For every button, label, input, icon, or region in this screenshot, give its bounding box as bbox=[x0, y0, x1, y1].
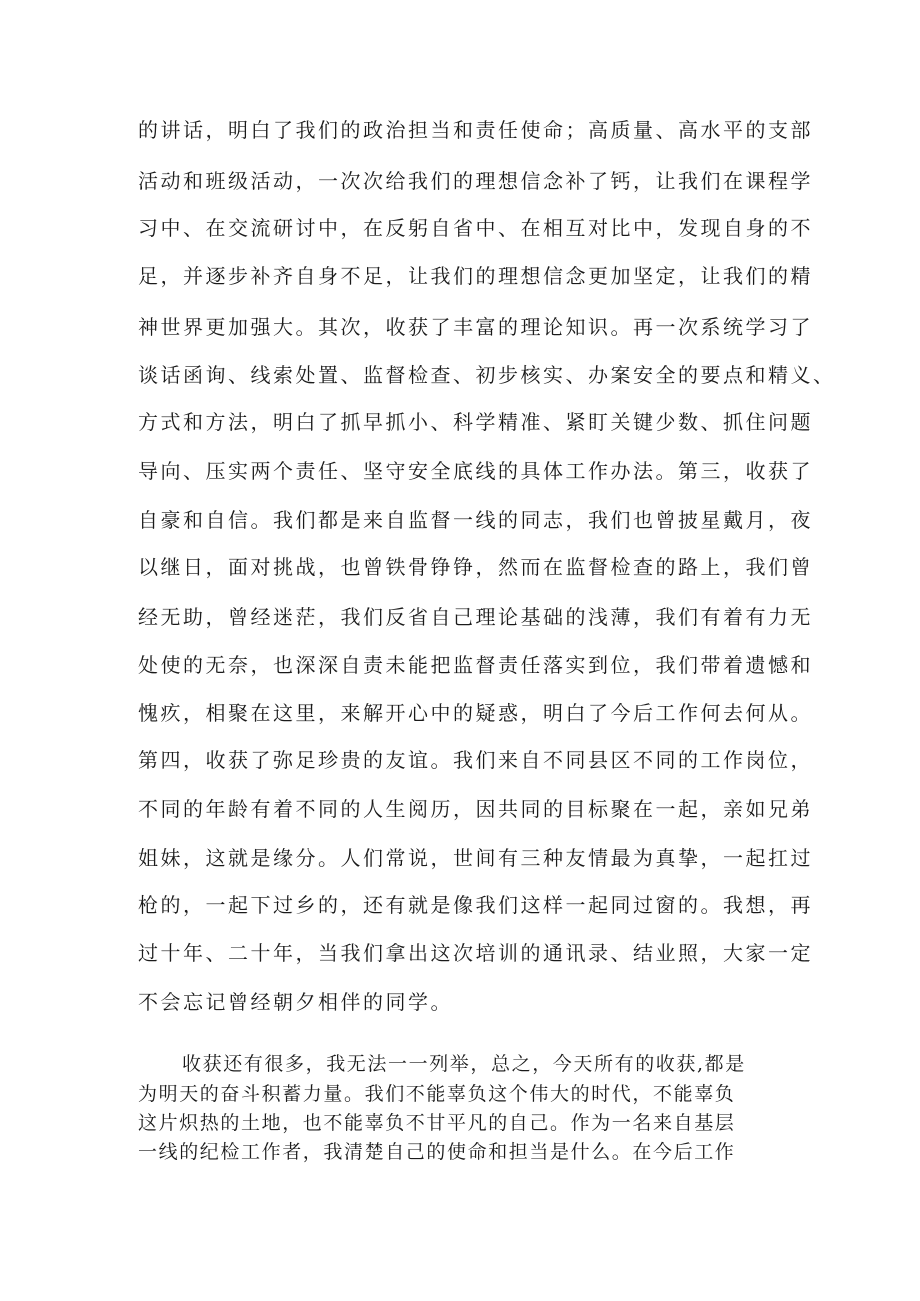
text-line: 收获还有很多，我无法一一列举，总之，今天所有的收获,都是 bbox=[182, 1053, 746, 1075]
text-line: 枪的，一起下过乡的，还有就是像我们这样一起同过窗的。我想，再 bbox=[138, 893, 813, 917]
text-line: 足，并逐步补齐自身不足，让我们的理想信念更加坚定，让我们的精 bbox=[138, 264, 813, 288]
text-line: 不同的年龄有着不同的人生阅历，因共同的目标聚在一起，亲如兄弟 bbox=[138, 797, 813, 821]
text-line: 以继日，面对挑战，也曾铁骨铮铮，然而在监督检查的路上，我们曾 bbox=[138, 555, 813, 579]
text-line: 经无助，曾经迷茫，我们反省自己理论基础的浅薄，我们有着有力无 bbox=[138, 605, 813, 629]
text-line: 为明天的奋斗积蓄力量。我们不能辜负这个伟大的时代，不能辜负 bbox=[138, 1083, 736, 1105]
text-line: 一线的纪检工作者，我清楚自己的使命和担当是什么。在今后工作 bbox=[138, 1141, 736, 1163]
text-line: 不会忘记曾经朝夕相伴的同学。 bbox=[138, 990, 453, 1014]
text-line: 处使的无奈，也深深自责未能把监督责任落实到位，我们带着遗憾和 bbox=[138, 653, 813, 677]
text-line: 神世界更加强大。其次，收获了丰富的理论知识。再一次系统学习了 bbox=[138, 315, 813, 339]
text-line: 姐妹，这就是缘分。人们常说，世间有三种友情最为真挚，一起扛过 bbox=[138, 846, 813, 870]
text-line: 方式和方法，明白了抓早抓小、科学精准、紧盯关键少数、抓住问题 bbox=[138, 410, 813, 434]
text-line: 自豪和自信。我们都是来自监督一线的同志，我们也曾披星戴月，夜 bbox=[138, 508, 813, 532]
text-line: 这片炽热的土地，也不能辜负不甘平凡的自己。作为一名来自基层 bbox=[138, 1112, 736, 1134]
text-line: 愧疚，相聚在这里，来解开心中的疑惑，明白了今后工作何去何从。 bbox=[138, 701, 813, 725]
text-line: 的讲话，明白了我们的政治担当和责任使命；高质量、高水平的支部 bbox=[138, 118, 813, 142]
text-line: 导向、压实两个责任、坚守安全底线的具体工作办法。第三，收获了 bbox=[138, 459, 813, 483]
text-line: 谈话函询、线索处置、监督检查、初步核实、办案安全的要点和精义、 bbox=[138, 363, 836, 387]
text-line: 第四，收获了弥足珍贵的友谊。我们来自不同县区不同的工作岗位， bbox=[138, 748, 813, 772]
text-line: 活动和班级活动，一次次给我们的理想信念补了钙，让我们在课程学 bbox=[138, 169, 813, 193]
text-line: 过十年、二十年，当我们拿出这次培训的通讯录、结业照，大家一定 bbox=[138, 941, 813, 965]
text-line: 习中、在交流研讨中，在反躬自省中、在相互对比中，发现自身的不 bbox=[138, 216, 813, 240]
